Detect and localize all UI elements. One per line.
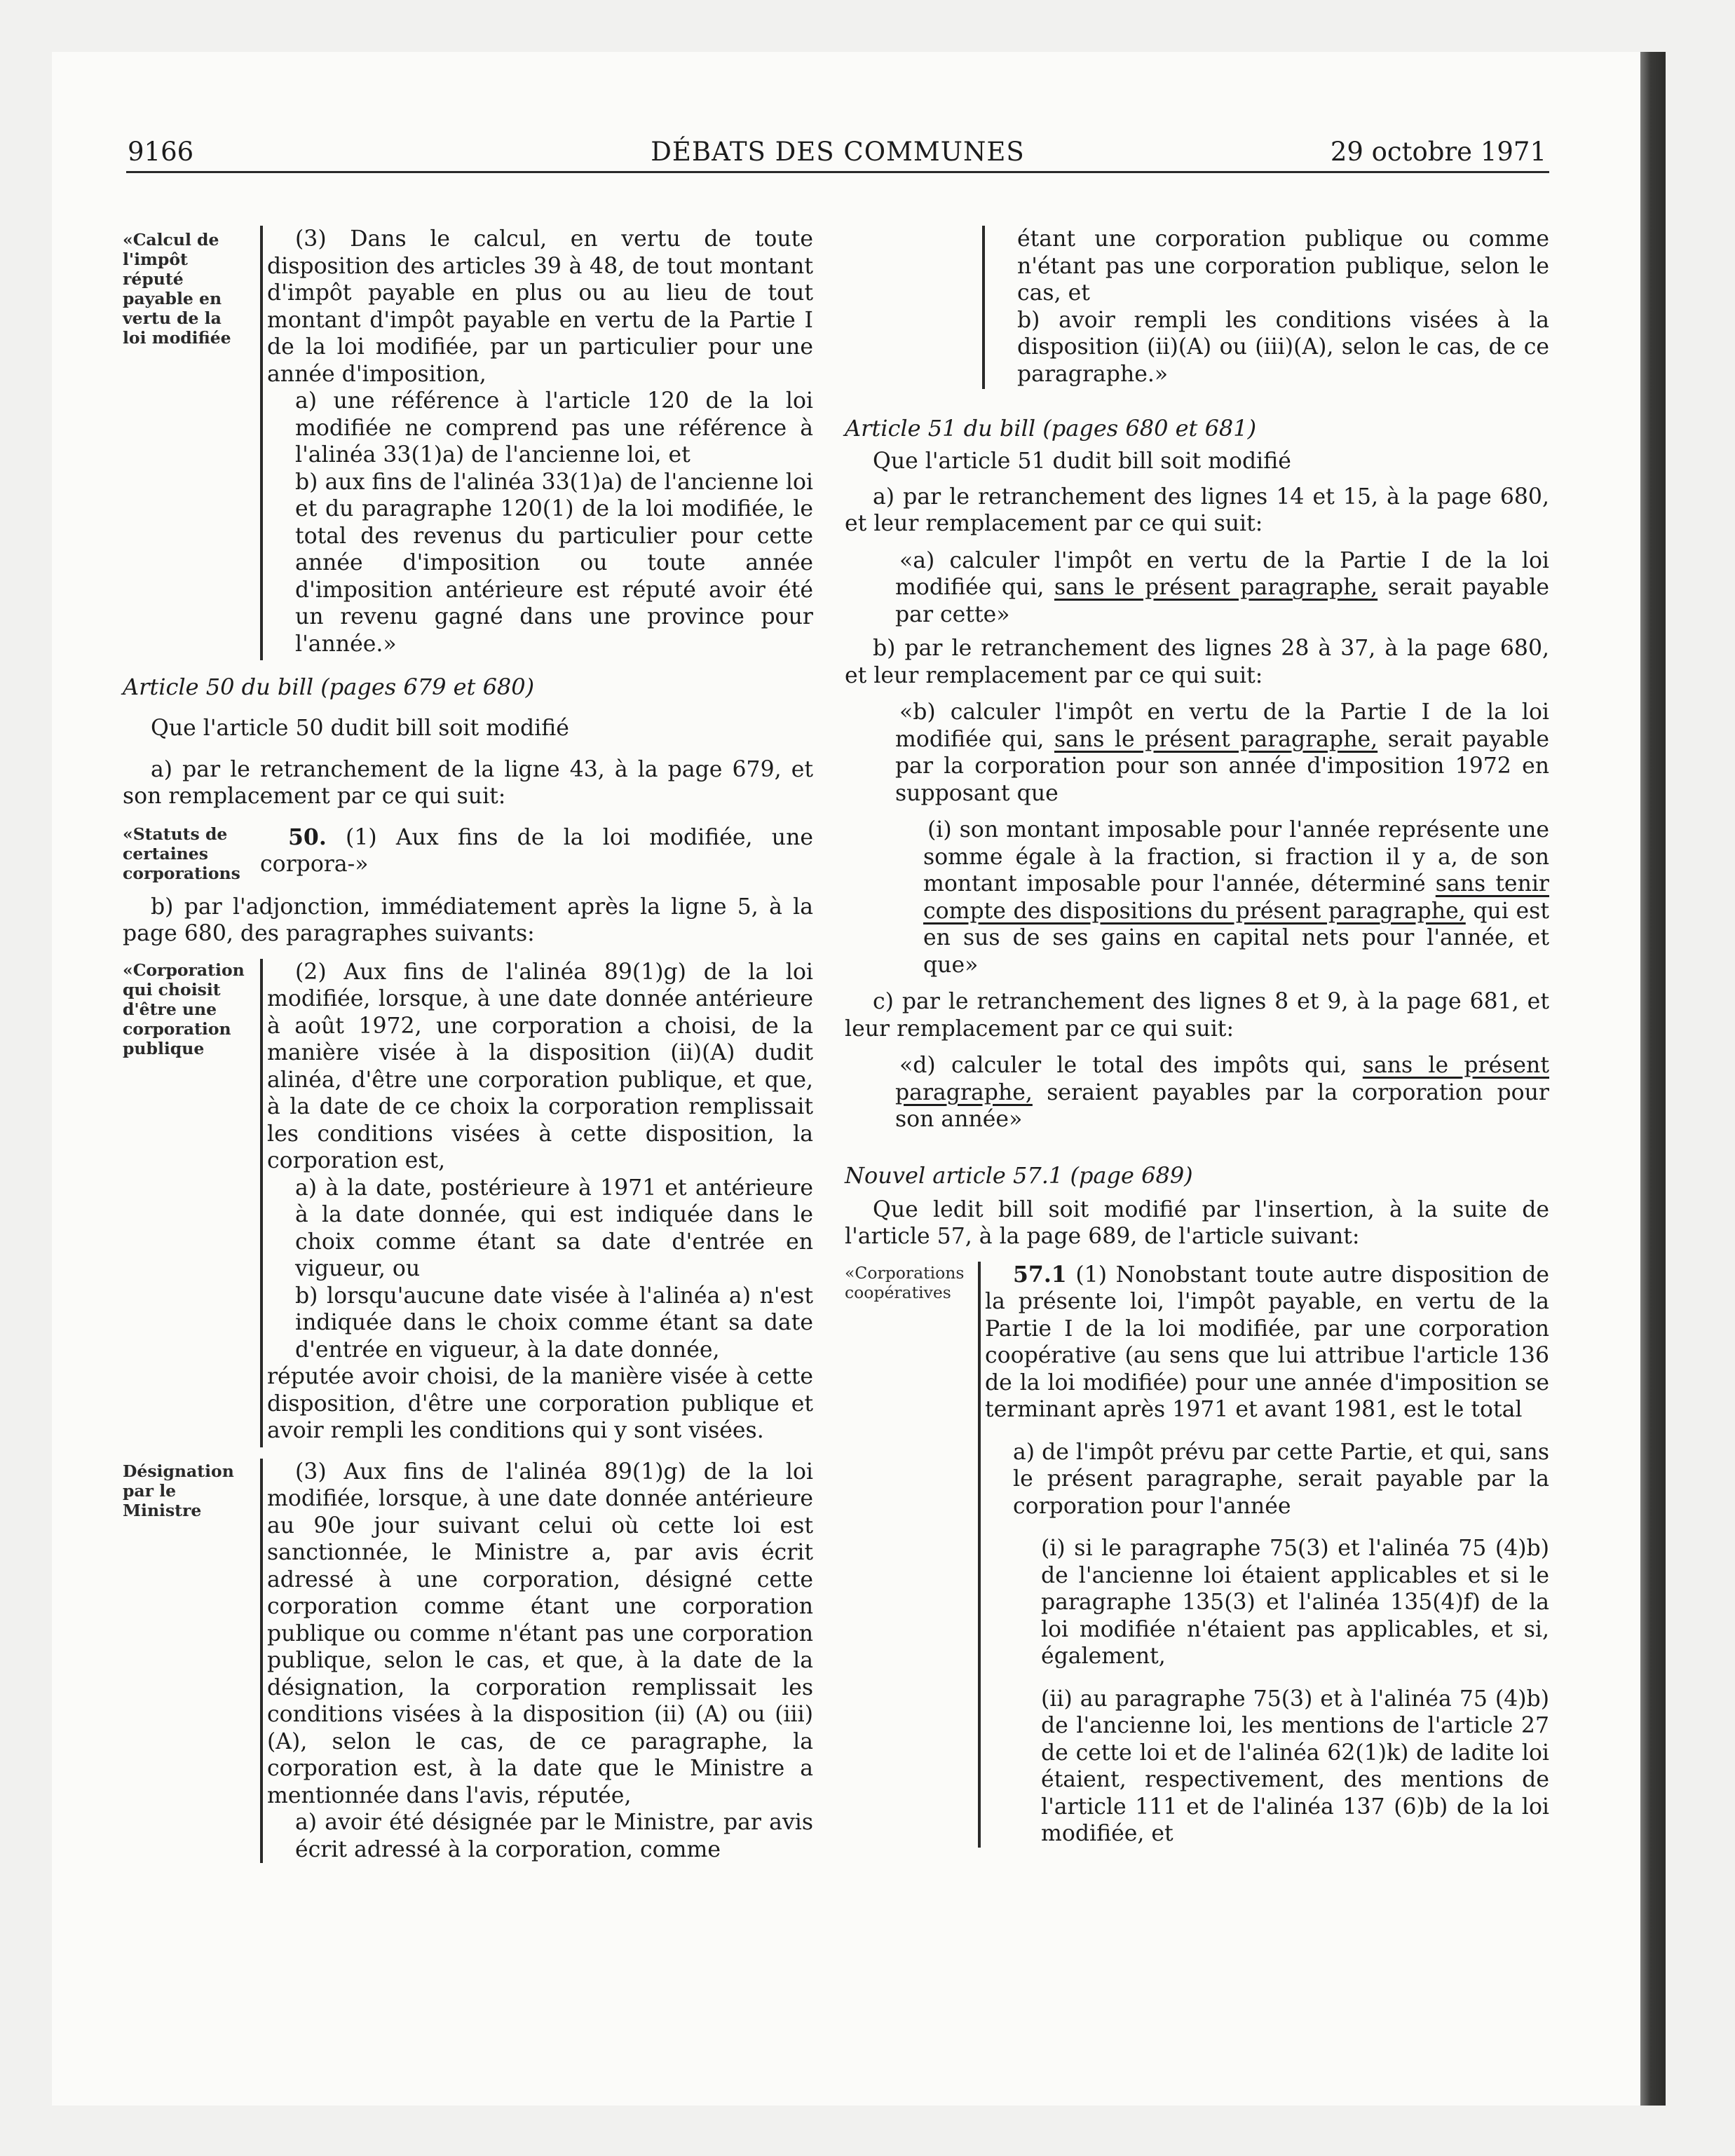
heading-article-50: Article 50 du bill (pages 679 et 680) [123, 674, 535, 700]
motion-article-50: Que l'article 50 dudit bill soit modifié [151, 716, 569, 741]
section-50-number: 50. [288, 824, 327, 850]
section-57-1-a: a) de l'impôt prévu par cette Partie, et qui, sans le présent paragraphe, serait payable par la corporation pour l'année [1013, 1439, 1549, 1519]
amendment-50-a: a) par le retranchement de la ligne 43, à la page 679, et son remplacement par ce qui suit: [123, 756, 813, 809]
paragraph-3-a: a) avoir été désignée par le Ministre, par avis écrit adressé à la corporation, comme [295, 1810, 813, 1862]
subparagraph-a: a) une référence à l'article 120 de la loi modifiée ne comprend pas une référence à l'alinéa 33(1)a) de l'ancienne loi, et [295, 388, 813, 468]
amendment-51-a: a) par le retranchement des lignes 14 et 15, à la page 680, et leur remplacement par ce qui suit: [845, 484, 1549, 536]
scan-edge-shadow [1640, 52, 1666, 2106]
quote-51-c: «d) calculer le total des impôts qui, sans le présent paragraphe, seraient payables par la corporation pour son année» [895, 1053, 1549, 1132]
heading-article-51: Article 51 du bill (pages 680 et 681) [845, 415, 1257, 442]
continuation-block [982, 226, 1549, 389]
page-number: 9166 [128, 137, 194, 167]
right-column [845, 226, 1549, 1848]
margin-note-calcul: «Calcul de l'impôt réputé payable en vertu de la loi modifiée [123, 230, 231, 348]
margin-note-statuts: «Statuts de certaines corporations [123, 824, 240, 883]
section-50-block [123, 824, 813, 883]
page-date: 29 octobre 1971 [1330, 137, 1546, 167]
amendment-51-b: b) par le retranchement des lignes 28 à 37, à la page 680, et leur remplacement par ce qui suit: [845, 636, 1549, 688]
amendment-50-b: b) par l'adjonction, immédiatement après la ligne 5, à la page 680, des paragraphes suivants: [123, 894, 813, 946]
section-57-1-a-i: (i) si le paragraphe 75(3) et l'alinéa 75 (4)b) de l'ancienne loi étaient applicables et si le paragraphe 135(3) et l'alinéa 135(4)f) de la loi modifiée n'étaient pas applicables, et si, également, [1041, 1536, 1549, 1669]
quote-51-b-i: (i) son montant imposable pour l'année représente une somme égale à la fraction, si fraction il y a, de son montant imposable pour l'année, déterminé sans tenir compte des dispositions du présent paragraphe, qui est en sus de ses gains en capital nets pour l'année, et que» [923, 817, 1549, 978]
section-57-1-a-ii: (ii) au paragraphe 75(3) et à l'alinéa 75 (4)b) de l'ancienne loi, les mentions de l'article 27 de cette loi et de l'alinéa 62(1)k) de ladite loi étaient, respectivement, des mentions de l'article 111 et de l'alinéa 137 (6)b) de la loi modifiée, et [1041, 1686, 1549, 1846]
paragraph-2-a: a) à la date, postérieure à 1971 et antérieure à la date donnée, qui est indiquée dans le choix comme étant sa date d'entrée en vigueur, ou [295, 1175, 813, 1281]
margin-note-designation: Désignation par le Ministre [123, 1461, 234, 1520]
underline-51-b-i: sans tenir compte des dispositions du présent paragraphe, [923, 871, 1549, 924]
motion-article-51: Que l'article 51 dudit bill soit modifié [873, 449, 1291, 474]
section-57-1-text: 57.1 (1) Nonobstant toute autre disposition de la présente loi, l'impôt payable, en vertu de la Partie I de la loi modifiée, par une corporation coopérative (au sens que lui attribue l'article 136 de la loi modifiée) pour une année d'imposition se terminant après 1971 et avant 1981, est le total [985, 1261, 1549, 1422]
underline-51-a: sans le présent paragraphe, [1054, 575, 1378, 600]
underline-51-b: sans le présent paragraphe, [1054, 726, 1378, 752]
heading-article-57-1: Nouvel article 57.1 (page 689) [845, 1161, 1193, 1189]
section-57-1-number: 57.1 [1013, 1261, 1067, 1288]
paragraph-2-conclusion: réputée avoir choisi, de la manière visée à cette disposition, d'être une corporation publique et avoir rempli les conditions qui y sont visées. [267, 1364, 813, 1443]
left-column [123, 226, 813, 1863]
motion-article-57-1: Que ledit bill soit modifié par l'insertion, à la suite de l'article 57, à la page 689, de l'article suivant: [845, 1196, 1549, 1249]
quote-51-a: «a) calculer l'impôt en vertu de la Partie I de la loi modifiée qui, sans le présent paragraphe, serait payable par cette» [895, 547, 1549, 627]
paragraph-2-b: b) lorsqu'aucune date visée à l'alinéa a) n'est indiquée dans le choix comme étant sa date d'entrée en vigueur, à la date donnée, [295, 1283, 813, 1363]
amendment-block-1 [123, 226, 813, 660]
amendment-block-3 [123, 1459, 813, 1864]
continuation-text: étant une corporation publique ou comme n'étant pas une corporation publique, selon le cas, et [1017, 226, 1549, 306]
paragraph-3-designation: (3) Aux fins de l'alinéa 89(1)g) de la loi modifiée, lorsque, à une date donnée antérieure au 90e jour suivant celui où cette loi est sanctionnée, le Ministre a, par avis écrit adressé à une corporation, désigné cette corporation comme étant une corporation publique ou comme n'étant pas une corporation publique, selon le cas, et que, à la date de la désignation, la corporation remplissait les conditions visées à la disposition (ii) (A) ou (iii) (A), selon le cas, de ce paragraphe, la corporation est, à la date que le Ministre a mentionnée dans l'avis, réputée, [267, 1459, 813, 1808]
underline-51-c: sans le présent paragraphe, [895, 1053, 1549, 1105]
continuation-b: b) avoir rempli les conditions visées à la disposition (ii)(A) ou (iii)(A), selon le cas, de ce paragraphe.» [1017, 307, 1549, 387]
amendment-51-c: c) par le retranchement des lignes 8 et 9, à la page 681, et leur remplacement par ce qui suit: [845, 989, 1549, 1042]
subparagraph-b: b) aux fins de l'alinéa 33(1)a) de l'ancienne loi et du paragraphe 120(1) de la loi modifiée, le total des revenus du particulier pour cette année d'imposition ou toute année d'imposition antérieure est réputé avoir été un revenu gagné dans une province pour l'année.» [295, 469, 813, 657]
section-50-text: (1) Aux fins de la loi modifiée, une corpora-» [260, 824, 813, 877]
amendment-block-2 [123, 959, 813, 1447]
margin-note-cooperatives: «Corporations coopératives [845, 1262, 965, 1302]
page-title: DÉBATS DES COMMUNES [651, 137, 1025, 167]
paragraph-3-calcul: (3) Dans le calcul, en vertu de toute disposition des articles 39 à 48, de tout montant d'impôt payable en plus ou au lieu de tout montant d'impôt payable en vertu de la Partie I de la loi modifiée, par un particulier pour une année d'imposition, [267, 226, 813, 387]
quote-51-b: «b) calculer l'impôt en vertu de la Partie I de la loi modifiée qui, sans le présent paragraphe, serait payable par la corporation pour son année d'imposition 1972 en supposant que [895, 700, 1549, 806]
section-57-1-block [845, 1261, 1549, 1848]
margin-note-corporation-publique: «Corporation qui choisit d'être une corporation publique [123, 960, 245, 1058]
page-header [126, 133, 1549, 173]
paragraph-2-choix: (2) Aux fins de l'alinéa 89(1)g) de la loi modifiée, lorsque, à une date donnée antérieure à août 1972, une corporation a choisi, de la manière visée à la disposition (ii)(A) dudit alinéa, d'être une corporation publique, et que, à la date de ce choix la corporation remplissait les conditions visées à cette disposition, la corporation est, [267, 959, 813, 1173]
